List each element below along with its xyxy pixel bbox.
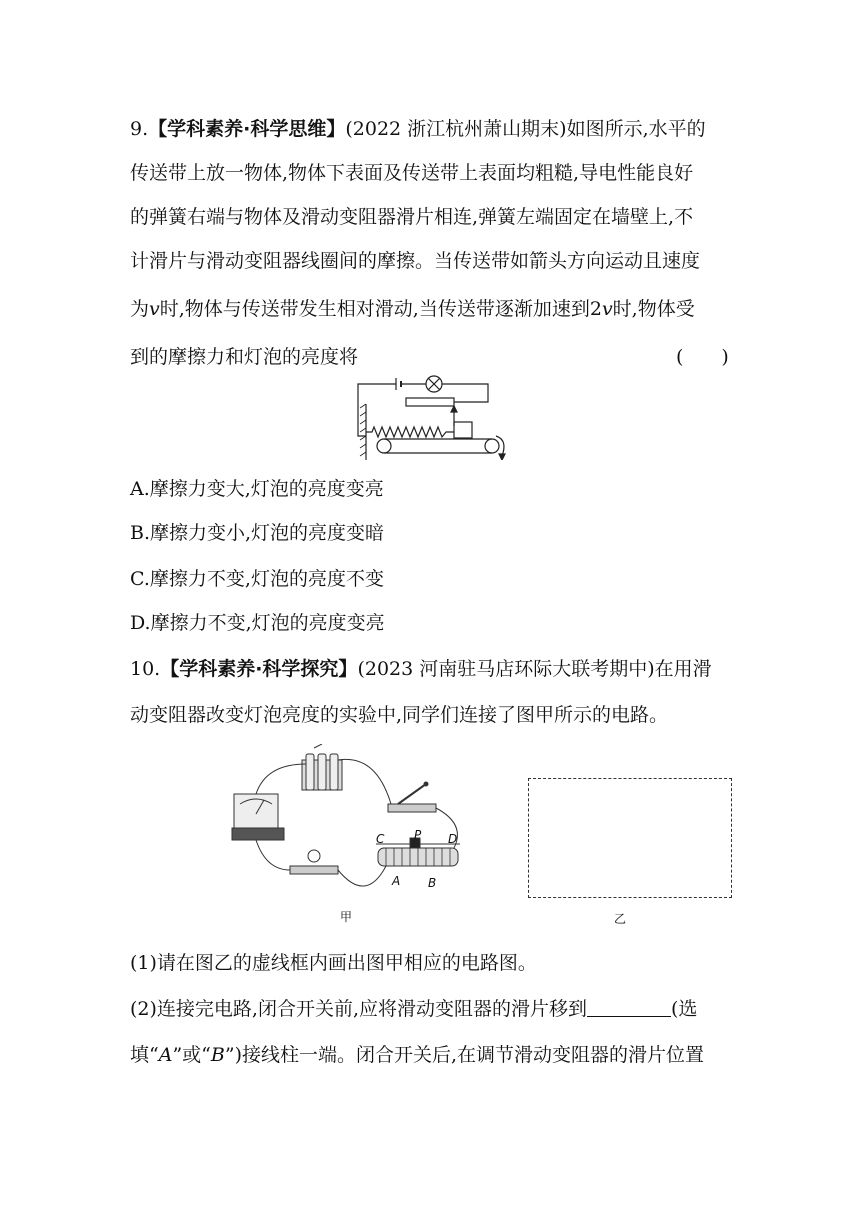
q9-text: 2 — [589, 298, 602, 320]
physical-circuit-figure — [226, 744, 476, 904]
terminal-b-label: B — [428, 876, 437, 890]
q10-source: (2023 河南驻马店环际大联考期中) — [357, 658, 655, 680]
q10-sub2-text: (2)连接完电路,闭合开关前,应将滑动变阻器的滑片移到 — [130, 998, 587, 1020]
q10-sub2-var: A — [158, 1044, 173, 1066]
q10-text: 在用滑 — [654, 658, 712, 680]
q9-text: 为 — [130, 298, 150, 320]
q9-line-6: 到的摩擦力和灯泡的亮度将 — [130, 346, 359, 368]
figure-jia-caption: 甲 — [340, 910, 353, 924]
q9-text: 如图所示,水平的 — [566, 118, 706, 140]
q10-sub2-text: ”)接线柱一端。闭合开关后,在调节滑动变阻器的滑片位置 — [224, 1044, 705, 1066]
q9-line-4: 计滑片与滑动变阻器线圈间的摩擦。当传送带如箭头方向运动且速度 — [130, 250, 701, 272]
q9-number: 9. — [130, 118, 149, 140]
q9-line-1 — [130, 116, 730, 142]
terminal-c-label: C — [376, 832, 385, 846]
q9-line-3: 的弹簧右端与物体及滑动变阻器滑片相连,弹簧左端固定在墙壁上,不 — [130, 206, 694, 228]
q10-line-2: 动变阻器改变灯泡亮度的实验中,同学们连接了图甲所示的电路。 — [130, 704, 669, 726]
q9-text: 时,物体受 — [612, 298, 695, 320]
q10-sub2-var: B — [210, 1044, 225, 1066]
q10-tag: 【学科素养·科学探究】 — [160, 658, 358, 680]
q10-sub2-text: 填“ — [130, 1044, 159, 1066]
q9-text: 时,物体与传送带发生相对滑动,当传送带逐渐加速到 — [159, 298, 590, 320]
q10-line-1 — [130, 656, 730, 682]
slider-p-label: P — [414, 828, 422, 842]
q10-sub2-text: (选 — [671, 998, 698, 1020]
option-b: B.摩擦力变小,灯泡的亮度变暗 — [130, 522, 385, 544]
q10-number: 10. — [130, 658, 161, 680]
terminal-d-label: D — [448, 832, 458, 846]
option-c: C.摩擦力不变,灯泡的亮度不变 — [130, 568, 384, 590]
q10-sub2-line-2 — [130, 1042, 730, 1068]
figure-yi-caption: 乙 — [614, 912, 627, 926]
option-a: A.摩擦力变大,灯泡的亮度变亮 — [130, 478, 384, 500]
q10-sub2-line-1 — [130, 996, 730, 1022]
conveyor-circuit-figure — [350, 374, 520, 460]
q9-var-v: v — [601, 298, 613, 320]
answer-blank[interactable] — [587, 998, 671, 1017]
answer-parentheses: ( ) — [676, 346, 729, 368]
terminal-a-label: A — [392, 874, 401, 888]
q9-line-5 — [130, 296, 730, 322]
drawing-box — [528, 778, 732, 898]
q9-var-v: v — [149, 298, 160, 320]
q10-sub2-text: ”或“ — [172, 1044, 211, 1066]
q9-tag: 【学科素养·科学思维】 — [148, 118, 346, 140]
q9-line-2: 传送带上放一物体,物体下表面及传送带上表面均粗糙,导电性能良好 — [130, 162, 694, 184]
option-d: D.摩擦力不变,灯泡的亮度变亮 — [130, 612, 385, 634]
q10-sub1: (1)请在图乙的虚线框内画出图甲相应的电路图。 — [130, 952, 537, 974]
q9-source: (2022 浙江杭州萧山期末) — [345, 118, 567, 140]
